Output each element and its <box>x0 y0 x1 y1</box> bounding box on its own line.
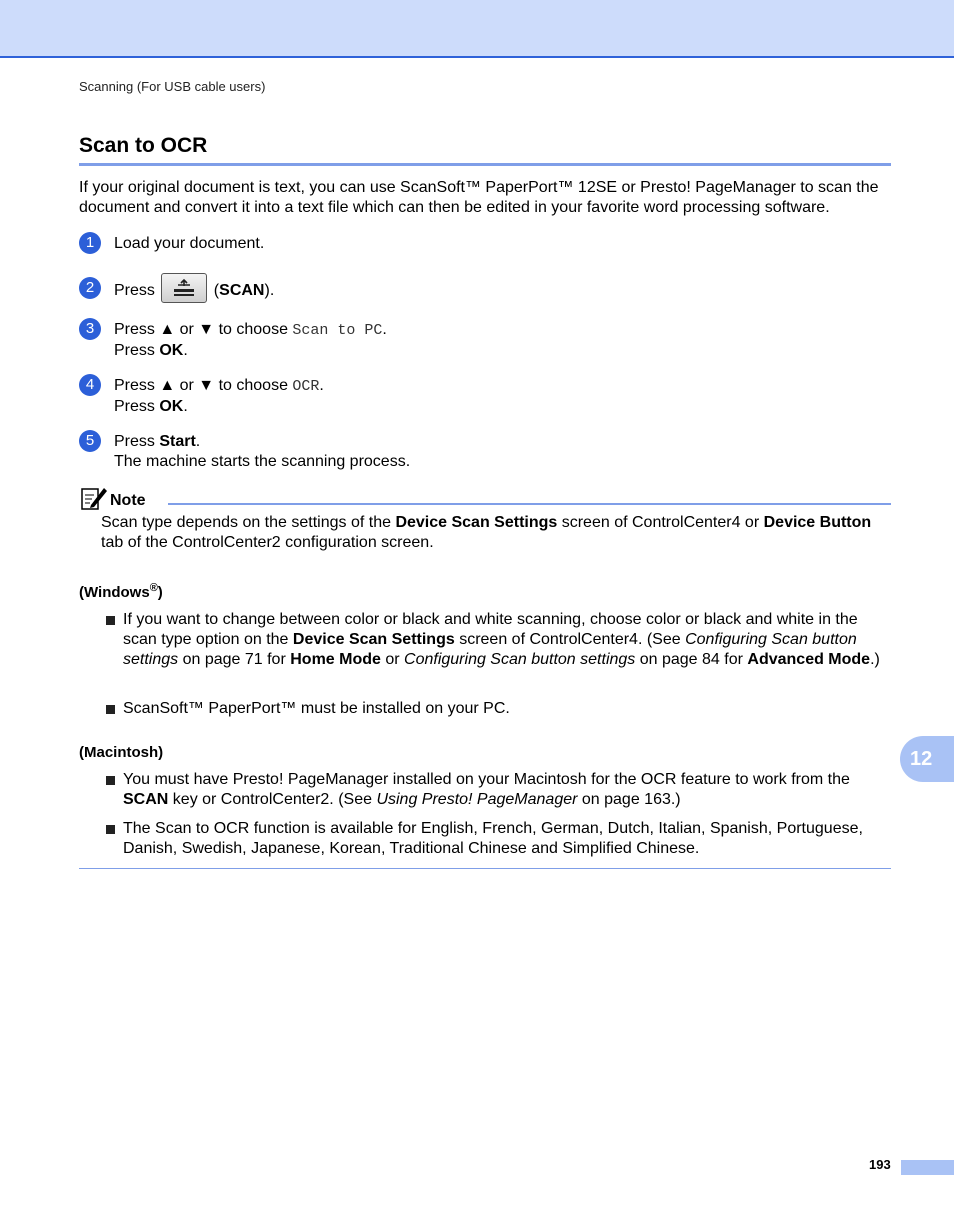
page-number: 193 <box>869 1157 891 1172</box>
note-rule <box>168 503 891 505</box>
step-2-press: Press <box>114 282 155 300</box>
step-3-text: Press ▲ or ▼ to choose Scan to PC. Press OK. <box>114 321 387 359</box>
step-number-1: 1 <box>79 232 101 254</box>
bullet-square-icon <box>106 776 115 785</box>
bullet-square-icon <box>106 825 115 834</box>
ok-key-label: OK <box>159 398 184 415</box>
link-configuring-scan-button-settings-advanced[interactable]: Configuring Scan button settings <box>404 651 636 668</box>
page-title: Scan to OCR <box>79 134 208 157</box>
note-label: Note <box>110 492 146 509</box>
step-number-4: 4 <box>79 374 101 396</box>
step-5-text: Press Start. The machine starts the scanning process. <box>114 433 411 470</box>
step-4-text: Press ▲ or ▼ to choose OCR. Press OK. <box>114 377 324 415</box>
ok-key-label: OK <box>159 342 184 359</box>
bullet-square-icon <box>106 705 115 714</box>
scan-key-icon <box>161 273 207 303</box>
macintosh-heading: (Macintosh) <box>79 744 164 761</box>
lcd-option-ocr: OCR <box>292 378 320 395</box>
running-header: Scanning (For USB cable users) <box>79 79 266 94</box>
link-configuring-scan-button-settings[interactable]: Configuring Scan button settings <box>123 631 857 668</box>
lcd-option-scan-to-pc: Scan to PC <box>292 322 383 339</box>
note-pencil-icon <box>80 485 108 516</box>
start-key-label: Start <box>159 433 196 450</box>
step-2-text: Press (SCAN). <box>114 279 274 303</box>
link-using-presto-pagemanager[interactable]: Using Presto! PageManager <box>376 791 578 808</box>
step-number-2: 2 <box>79 277 101 299</box>
step-1-text: Load your document. <box>114 235 265 252</box>
title-underline <box>79 163 891 166</box>
chapter-tab: 12 <box>900 736 954 782</box>
step-number-3: 3 <box>79 318 101 340</box>
note-text: Scan type depends on the settings of the Device Scan Settings screen of ControlCenter4 or Device Button tab of the ControlCenter2 configuration screen. <box>101 514 872 551</box>
intro-paragraph: If your original document is text, you can use ScanSoft™ PaperPort™ 12SE or Presto! PageManager to scan the document and convert it into a text file which can then be edited in your favorite word processing software. <box>79 179 879 216</box>
section-end-rule <box>79 868 891 869</box>
windows-heading: (Windows®) <box>79 582 163 601</box>
top-header-band <box>0 0 954 58</box>
bullet-square-icon <box>106 616 115 625</box>
step-number-5: 5 <box>79 430 101 452</box>
scan-key-label: SCAN <box>219 282 265 300</box>
page-number-tab <box>901 1160 954 1175</box>
